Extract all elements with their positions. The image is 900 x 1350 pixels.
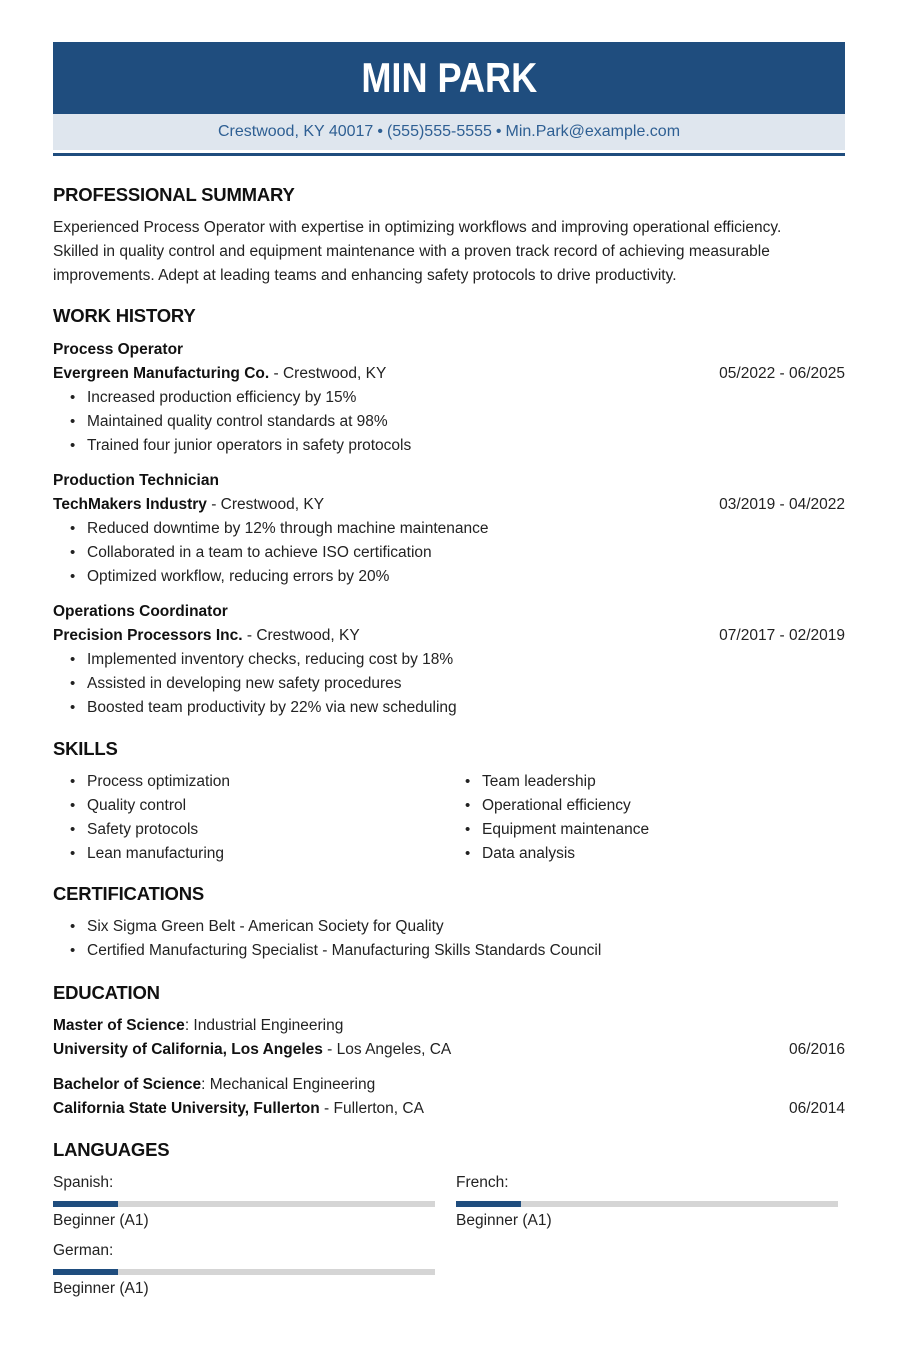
job-location: - Crestwood, KY <box>242 627 360 644</box>
summary-line: improvements. Adept at leading teams and enhancing safety protocols to drive productivity. <box>53 267 677 284</box>
language-name: French: <box>456 1174 509 1191</box>
summary-line: Skilled in quality control and equipment maintenance with a proven track record of achieving measurable <box>53 243 770 260</box>
candidate-name: MIN PARK <box>361 54 537 101</box>
language-name: Spanish: <box>53 1174 114 1191</box>
skills-list-left <box>53 770 443 866</box>
certifications-list <box>53 915 845 963</box>
job-entry <box>53 600 845 720</box>
skills-heading: SKILLS <box>53 738 118 759</box>
job-company: Evergreen Manufacturing Co. <box>53 365 270 382</box>
graduation-date: 06/2014 <box>788 1100 845 1117</box>
skill-item: • Lean manufacturing <box>53 842 443 866</box>
certification-item: • Six Sigma Green Belt - American Society for Quality <box>53 915 845 939</box>
job-location: - Crestwood, KY <box>206 496 325 513</box>
school-name: University of California, Los Angeles <box>53 1041 323 1058</box>
language-proficiency-bar <box>53 1201 435 1207</box>
language-name: German: <box>53 1242 114 1259</box>
job-dates: 07/2017 - 02/2019 <box>719 627 845 644</box>
degree-field: : Industrial Engineering <box>184 1017 344 1034</box>
skill-item: • Safety protocols <box>53 818 443 842</box>
contact-phone[interactable]: (555)555-5555 <box>386 123 492 140</box>
language-proficiency-fill <box>53 1201 118 1207</box>
school-location: - Fullerton, CA <box>319 1100 424 1117</box>
resume-page <box>53 42 845 156</box>
job-title: Operations Coordinator <box>53 603 228 620</box>
job-location: - Crestwood, KY <box>269 365 387 382</box>
language-proficiency-fill <box>456 1201 521 1207</box>
language-level: Beginner (A1) <box>53 1212 149 1229</box>
job-bullet: • Reduced downtime by 12% through machine maintenance <box>53 517 845 541</box>
summary-line: Experienced Process Operator with expertise in optimizing workflows and improving operational efficiency. <box>53 219 782 236</box>
skill-item: • Quality control <box>53 794 443 818</box>
contact-email[interactable]: Min.Park@example.com <box>505 123 681 140</box>
language-proficiency-bar <box>53 1269 435 1275</box>
language-proficiency-bar <box>456 1201 838 1207</box>
graduation-date: 06/2016 <box>788 1041 845 1058</box>
job-bullet: • Optimized workflow, reducing errors by 20% <box>53 565 845 589</box>
job-dates: 03/2019 - 04/2022 <box>719 496 845 513</box>
job-bullet: • Implemented inventory checks, reducing cost by 18% <box>53 648 845 672</box>
school-name: California State University, Fullerton <box>53 1100 320 1117</box>
header-divider <box>53 153 845 156</box>
job-title: Process Operator <box>53 341 184 358</box>
summary-heading: PROFESSIONAL SUMMARY <box>53 184 295 205</box>
skill-item: • Equipment maintenance <box>448 818 838 842</box>
education-entry <box>53 1014 845 1062</box>
language-proficiency-fill <box>53 1269 118 1275</box>
contact-bar <box>53 114 845 150</box>
name-banner <box>53 42 845 114</box>
language-entry <box>53 1240 435 1300</box>
languages-heading: LANGUAGES <box>53 1139 170 1160</box>
contact-separator: • <box>377 123 383 140</box>
job-entry <box>53 338 845 458</box>
language-level: Beginner (A1) <box>53 1280 149 1297</box>
skills-list-right <box>448 770 838 866</box>
job-title: Production Technician <box>53 472 219 489</box>
summary-text <box>53 216 853 288</box>
education-heading: EDUCATION <box>53 982 160 1003</box>
language-entry <box>456 1172 838 1232</box>
job-bullet: • Boosted team productivity by 22% via new scheduling <box>53 696 845 720</box>
job-company: TechMakers Industry <box>53 496 207 513</box>
contact-separator: • <box>495 123 502 140</box>
job-company: Precision Processors Inc. <box>53 627 243 644</box>
job-bullet: • Maintained quality control standards at 98% <box>53 410 845 434</box>
language-entry <box>53 1172 435 1232</box>
skill-item: • Team leadership <box>448 770 838 794</box>
skill-item: • Data analysis <box>448 842 838 866</box>
certification-item: • Certified Manufacturing Specialist - Manufacturing Skills Standards Council <box>53 939 845 963</box>
contact-location: Crestwood, KY 40017 <box>217 123 374 140</box>
job-entry <box>53 469 845 589</box>
skill-item: • Process optimization <box>53 770 443 794</box>
degree-name: Bachelor of Science <box>53 1076 202 1093</box>
skill-item: • Operational efficiency <box>448 794 838 818</box>
degree-field: : Mechanical Engineering <box>201 1076 376 1093</box>
school-location: - Los Angeles, CA <box>322 1041 452 1058</box>
job-bullet: • Assisted in developing new safety procedures <box>53 672 845 696</box>
work-history-heading: WORK HISTORY <box>53 305 196 326</box>
language-level: Beginner (A1) <box>456 1212 552 1229</box>
education-entry <box>53 1073 845 1121</box>
certifications-heading: CERTIFICATIONS <box>53 883 205 904</box>
job-dates: 05/2022 - 06/2025 <box>719 365 845 382</box>
degree-name: Master of Science <box>53 1017 185 1034</box>
job-bullet: • Collaborated in a team to achieve ISO certification <box>53 541 845 565</box>
job-bullet: • Increased production efficiency by 15% <box>53 386 845 410</box>
job-bullet: • Trained four junior operators in safety protocols <box>53 434 845 458</box>
